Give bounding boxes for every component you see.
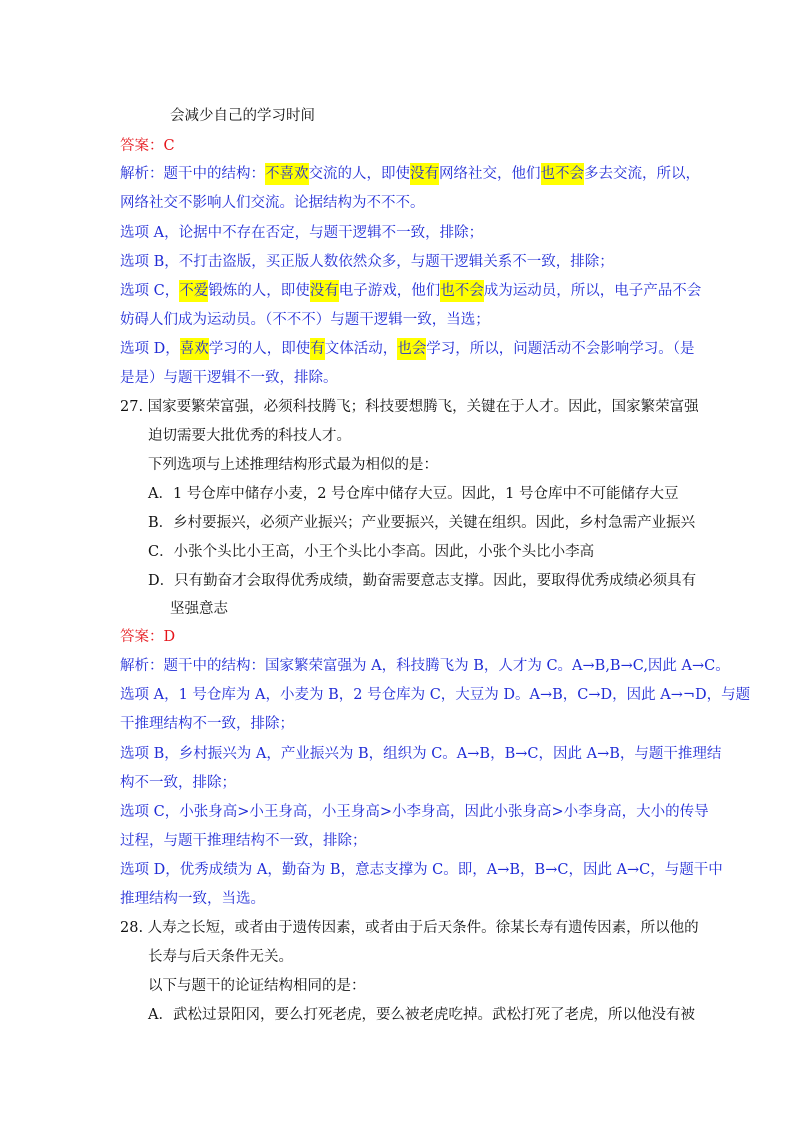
analysis-line: 推理结构一致，当选。 — [120, 891, 265, 907]
highlight-mark: 有 — [310, 338, 325, 360]
highlight-mark: 也不会 — [440, 280, 484, 302]
analysis-text: 电子游戏，他们 — [338, 283, 441, 299]
question-27-stem: 27. 国家要繁荣富强，必须科技腾飞；科技要想腾飞，关键在于人才。因此，国家繁荣富强 — [120, 399, 699, 415]
highlight-mark: 喜欢 — [180, 338, 209, 360]
question-27-prompt: 下列选项与上述推理结构形式最为相似的是： — [148, 457, 438, 473]
answer-label: 答案：D — [120, 629, 176, 645]
option-analysis-c — [120, 281, 701, 301]
highlight-mark: 也会 — [397, 338, 426, 360]
analysis-text: 锻炼的人，即使 — [208, 283, 310, 299]
highlight-mark: 没有 — [310, 280, 339, 302]
highlight-mark: 不爱 — [179, 280, 208, 302]
option-c: C．小张个头比小王高，小王个头比小李高。因此，小张个头比小李高 — [148, 544, 595, 560]
analysis-text: 多去交流，所以， — [584, 166, 700, 182]
option-d-cont: 坚强意志 — [170, 601, 228, 617]
option-a: A．武松过景阳冈，要么打死老虎，要么被老虎吃掉。武松打死了老虎，所以他没有被 — [148, 1007, 695, 1023]
option-a: A．1 号仓库中储存小麦，2 号仓库中储存大豆。因此，1 号仓库中不可能储存大豆 — [148, 486, 679, 502]
analysis-text: 成为运动员，所以，电子产品不会 — [483, 283, 702, 299]
analysis-text: 交流的人，即使 — [308, 166, 410, 182]
analysis-text: 学习的人，即使 — [208, 341, 311, 357]
analysis-line: 妨碍人们成为运动员。（不不不）与题干逻辑一致，当选； — [120, 312, 490, 328]
option-analysis-d — [120, 339, 694, 359]
highlight-mark: 没有 — [410, 163, 439, 185]
option-b: B．乡村要振兴，必须产业振兴；产业要振兴，关键在组织。因此，乡村急需产业振兴 — [148, 515, 696, 531]
analysis-line: 是是）与题干逻辑不一致，排除。 — [120, 370, 338, 386]
analysis-text: 选项 C， — [120, 283, 180, 299]
analysis-line: 构不一致，排除； — [120, 775, 236, 791]
option-analysis-d: 选项 D，优秀成绩为 A，勤奋为 B，意志支撑为 C。即，A→B，B→C，因此 A→C，与题干中 — [120, 862, 723, 878]
question-27-stem-cont: 迫切需要大批优秀的科技人才。 — [148, 428, 351, 444]
question-28-prompt: 以下与题干的论证结构相同的是： — [148, 978, 366, 994]
analysis-line: 解析：题干中的结构：国家繁荣富强为 A，科技腾飞为 B，人才为 C。A→B,B→C,因此 A→C。 — [120, 658, 730, 674]
analysis-line: 干推理结构不一致，排除； — [120, 716, 294, 732]
highlight-mark: 也不会 — [541, 163, 585, 185]
option-analysis-a: 选项 A，论据中不存在否定，与题干逻辑不一致，排除； — [120, 225, 484, 241]
analysis-text: 解析：题干中的结构： — [120, 166, 265, 182]
answer-label: 答案：C — [120, 138, 175, 154]
analysis-line: 网络社交不影响人们交流。论据结构为不不不。 — [120, 195, 425, 211]
option-text-continuation: 会减少自己的学习时间 — [170, 108, 315, 124]
option-analysis-c: 选项 C，小张身高>小王身高，小王身高>小李身高，因此小张身高>小李身高，大小的传导 — [120, 804, 709, 820]
highlight-mark: 不喜欢 — [265, 163, 309, 185]
analysis-line: 过程，与题干推理结构不一致，排除； — [120, 833, 367, 849]
analysis-text: 网络社交，他们 — [439, 166, 541, 182]
option-analysis-b: 选项 B，乡村振兴为 A，产业振兴为 B，组织为 C。A→B，B→C，因此 A→B，与题干推理结 — [120, 746, 722, 762]
option-analysis-b: 选项 B，不打击盗版，买正版人数依然众多，与题干逻辑关系不一致，排除； — [120, 254, 614, 270]
analysis-line — [120, 164, 700, 184]
question-28-stem: 28. 人寿之长短，或者由于遗传因素，或者由于后天条件。徐某长寿有遗传因素，所以他的 — [120, 920, 699, 936]
analysis-text: 学习，所以，问题活动不会影响学习。（是 — [426, 341, 695, 357]
analysis-text: 选项 D， — [120, 341, 180, 357]
question-28-stem-cont: 长寿与后天条件无关。 — [148, 949, 293, 965]
option-d: D．只有勤奋才会取得优秀成绩，勤奋需要意志支撑。因此，要取得优秀成绩必须具有 — [148, 573, 697, 589]
analysis-text: 文体活动， — [324, 341, 398, 357]
option-analysis-a: 选项 A，1 号仓库为 A，小麦为 B，2 号仓库为 C，大豆为 D。A→B，C→D，因此 A→¬D，与题 — [120, 687, 751, 703]
